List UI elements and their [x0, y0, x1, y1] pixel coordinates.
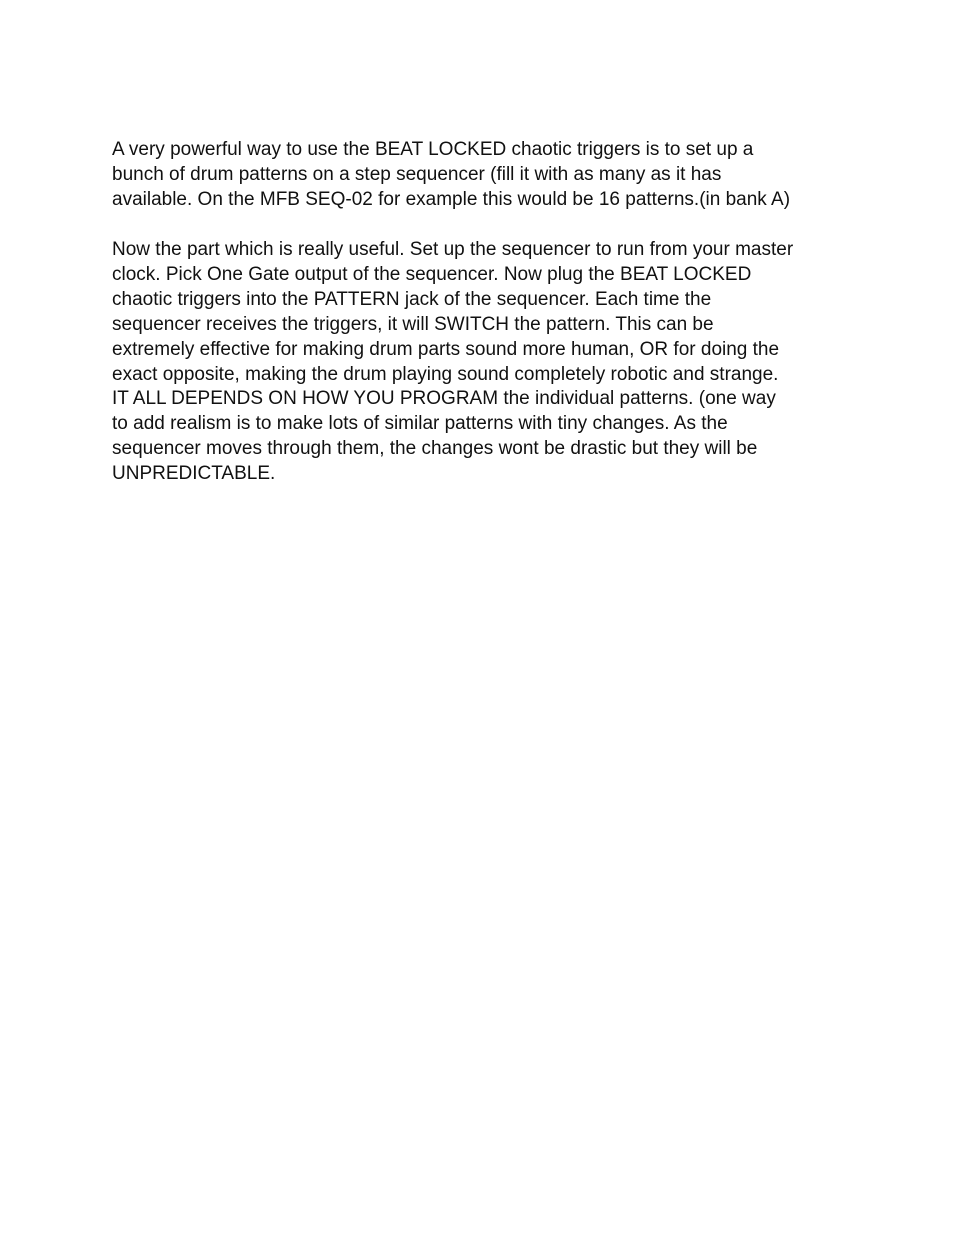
paragraph-1-line-2: bunch of drum patterns on a step sequencer (fill it with as many as it has — [112, 163, 722, 185]
paragraph-2-line-5: extremely effective for making drum parts sound more human, OR for doing the — [112, 338, 780, 360]
paragraph-1 — [112, 138, 852, 213]
paragraph-2-line-2: clock. Pick One Gate output of the sequencer. Now plug the BEAT LOCKED — [112, 263, 752, 285]
paragraph-2-line-7: IT ALL DEPENDS ON HOW YOU PROGRAM the individual patterns. (one way — [112, 388, 776, 410]
paragraph-2 — [112, 238, 852, 487]
paragraph-2-line-4: sequencer receives the triggers, it will SWITCH the pattern. This can be — [112, 313, 714, 335]
paragraph-2-line-10: UNPREDICTABLE. — [112, 463, 276, 485]
paragraph-1-line-1: A very powerful way to use the BEAT LOCKED chaotic triggers is to set up a — [112, 139, 754, 160]
paragraph-2-line-8: to add realism is to make lots of similar patterns with tiny changes. As the — [112, 413, 728, 435]
paragraph-1-line-3: available. On the MFB SEQ-02 for example this would be 16 patterns.(in bank A) — [112, 188, 791, 210]
paragraph-2-line-9: sequencer moves through them, the changes wont be drastic but they will be — [112, 438, 758, 460]
paragraph-2-line-3: chaotic triggers into the PATTERN jack of the sequencer. Each time the — [112, 288, 712, 310]
paragraph-2-line-6: exact opposite, making the drum playing sound completely robotic and strange. — [112, 363, 779, 385]
paragraph-2-line-1: Now the part which is really useful. Set up the sequencer to run from your master — [112, 239, 794, 260]
